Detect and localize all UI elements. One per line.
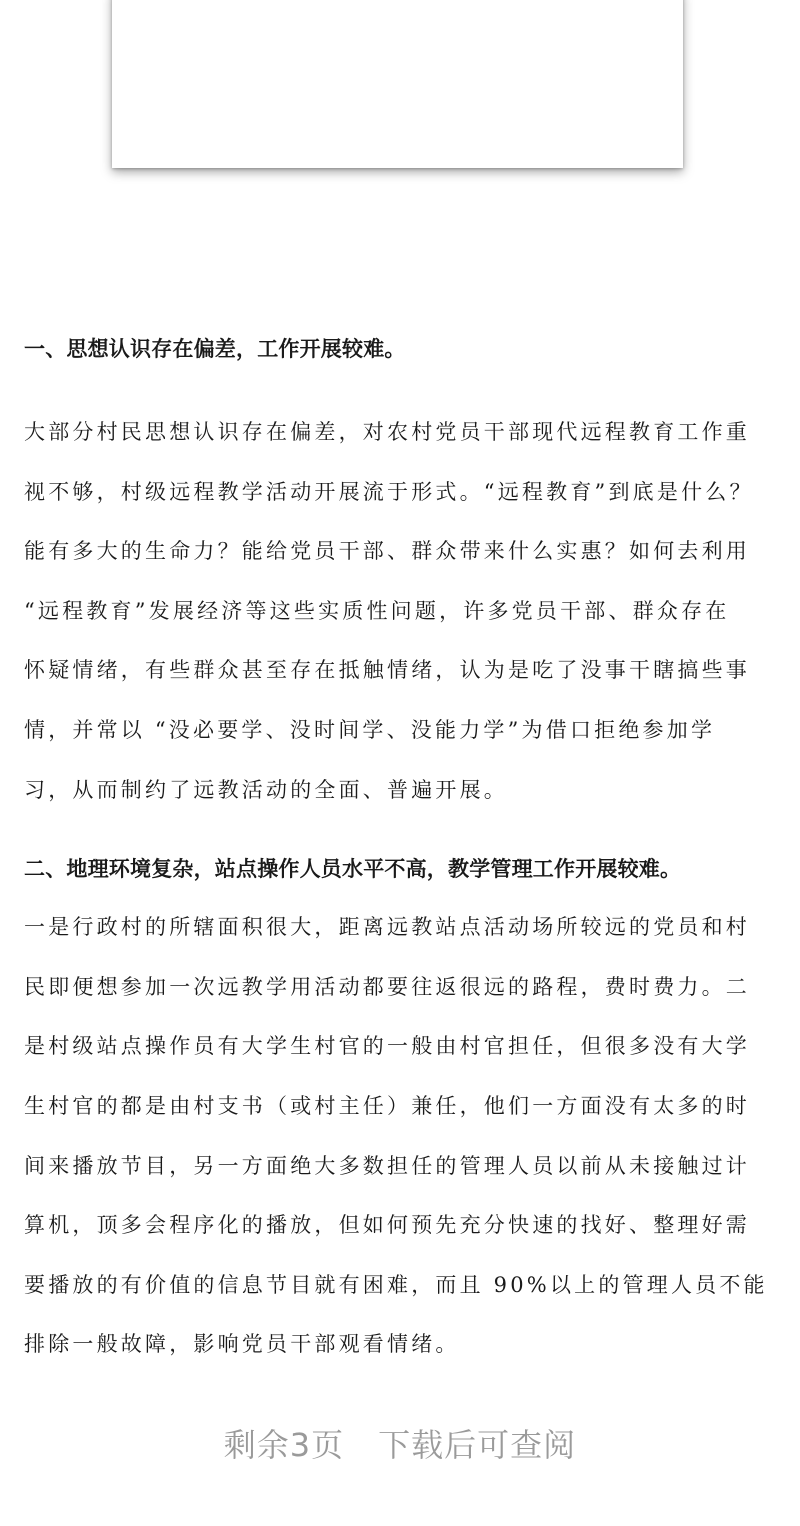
paragraph-line: 排除一般故障，影响党员干部观看情绪。 bbox=[24, 1332, 460, 1357]
paragraph-line: “远程教育”发展经济等这些实质性问题，许多党员干部、群众存在 bbox=[24, 598, 730, 623]
paragraph-line: 一是行政村的所辖面积很大，距离远教站点活动场所较远的党员和村 bbox=[24, 915, 750, 940]
paragraph-line: 是村级站点操作员有大学生村官的一般由村官担任，但很多没有大学 bbox=[24, 1034, 750, 1059]
section-heading-1: 一、思想认识存在偏差，工作开展较难。 bbox=[24, 337, 406, 361]
paragraph-line: 算机，顶多会程序化的播放，但如何预先充分快速的找好、整理好需 bbox=[24, 1213, 750, 1238]
paragraph-line: 视不够，村级远程教学活动开展流于形式。“远程教育”到底是什么？ bbox=[24, 479, 754, 504]
paragraph-line: 间来播放节目，另一方面绝大多数担任的管理人员以前从未接触过计 bbox=[24, 1153, 750, 1178]
paragraph-line: 生村官的都是由村支书（或村主任）兼任，他们一方面没有太多的时 bbox=[24, 1093, 750, 1118]
paragraph-line: 能有多大的生命力？能给党员干部、群众带来什么实惠？如何去利用 bbox=[24, 539, 750, 564]
download-prompt[interactable] bbox=[0, 1420, 800, 1466]
document-preview-card bbox=[112, 0, 683, 168]
paragraph-line: 要播放的有价值的信息节目就有困难，而且 90%以上的管理人员不能 bbox=[24, 1272, 768, 1297]
document-body bbox=[24, 320, 784, 1375]
download-to-view-label[interactable]: 下载后可查阅 bbox=[378, 1426, 577, 1464]
section-paragraph-2 bbox=[24, 898, 784, 1375]
paragraph-line: 习，从而制约了远教活动的全面、普遍开展。 bbox=[24, 777, 508, 802]
paragraph-line: 情，并常以 “没必要学、没时间学、没能力学”为借口拒绝参加学 bbox=[24, 717, 716, 742]
section-paragraph-1 bbox=[24, 403, 784, 820]
paragraph-line: 怀疑情绪，有些群众甚至存在抵触情绪，认为是吃了没事干瞎搞些事 bbox=[24, 658, 750, 683]
paragraph-line: 民即便想参加一次远教学用活动都要往返很远的路程，费时费力。二 bbox=[24, 974, 750, 999]
remaining-pages-label: 剩余3页 bbox=[223, 1426, 345, 1464]
paragraph-line: 大部分村民思想认识存在偏差，对农村党员干部现代远程教育工作重 bbox=[24, 420, 750, 444]
section-heading-2: 二、地理环境复杂，站点操作人员水平不高，教学管理工作开展较难。 bbox=[24, 857, 682, 882]
